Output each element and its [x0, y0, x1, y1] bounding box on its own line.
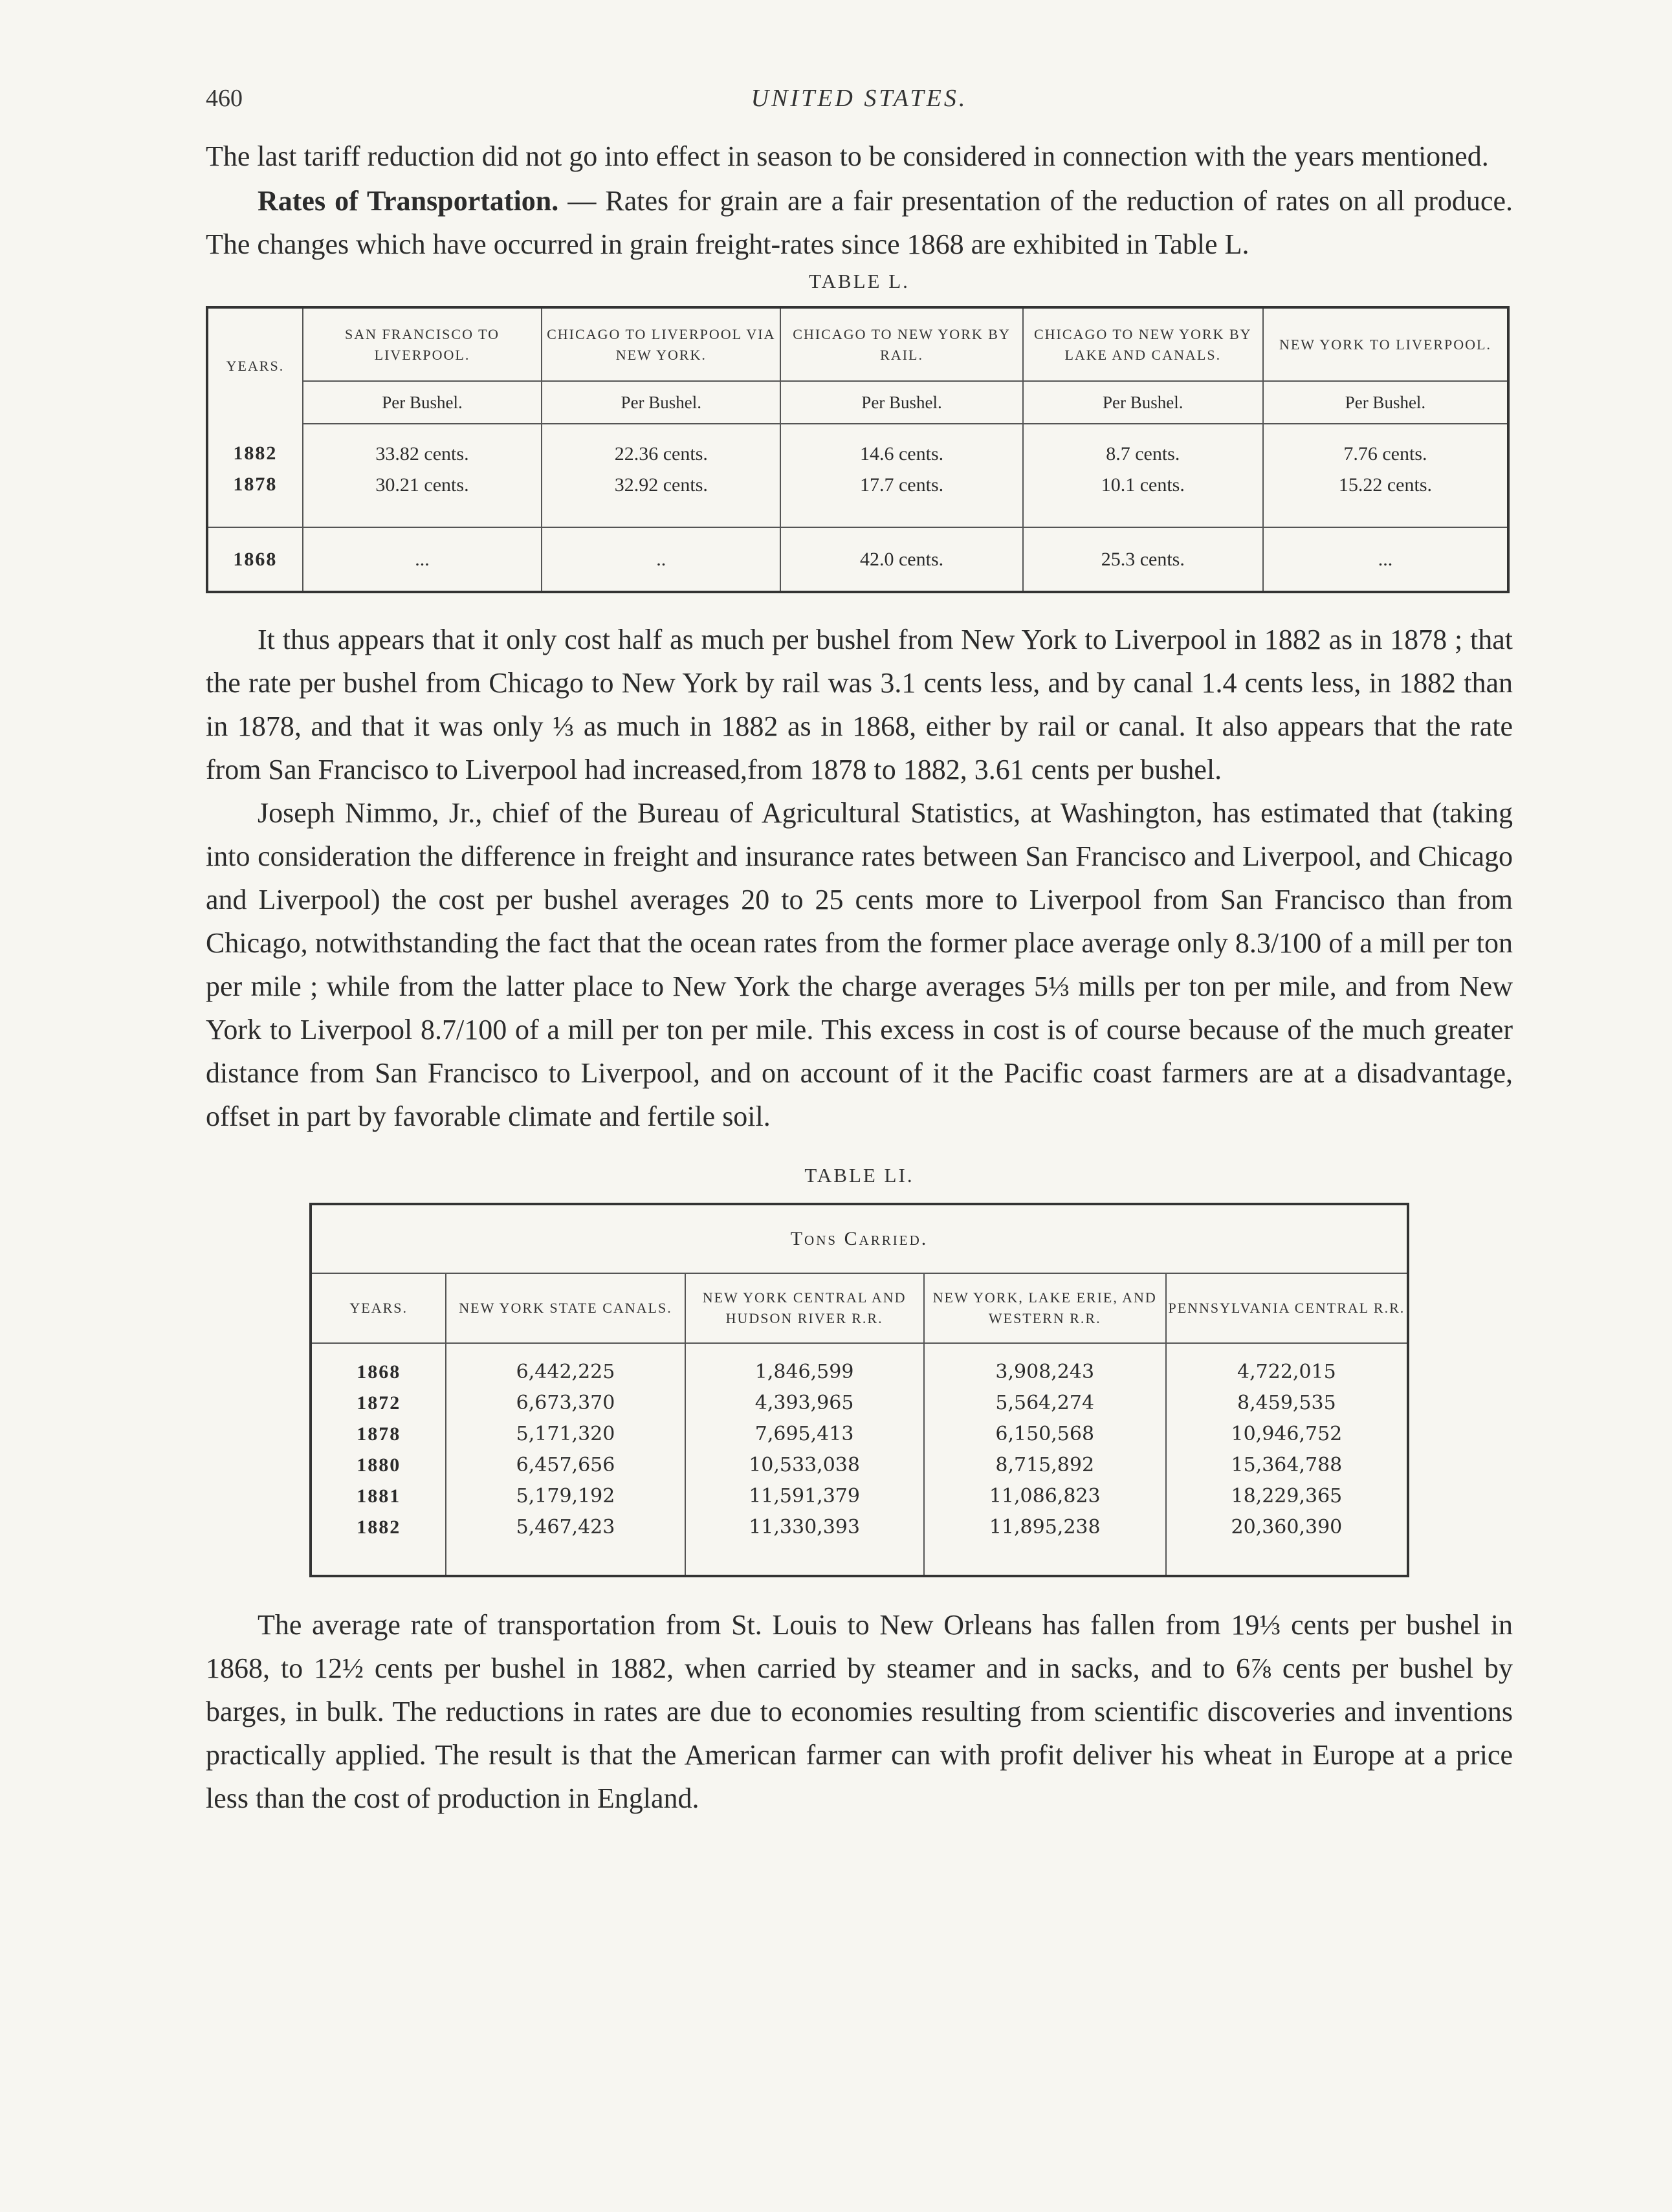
paragraph-5: The average rate of transportation from St. Louis to New Orleans has fallen from 19⅓ cents per bushel in 1868, to 12½ cents per bushel in 1882, when carried by steamer and in sacks, and to 6⅞ cents per bushel by barges, in bulk. The reductions in rates are due to economies resulting from scientific discoveries and inventions practically applied. The result is that the American farmer can with profit deliver his wheat in Europe at a price less than the cost of production in England. — [206, 1609, 1513, 1814]
table-li-column: 6,442,225 6,673,370 5,171,320 6,457,656 5,179,192 5,467,423 — [446, 1343, 685, 1576]
table-l-years-header: YEARS. — [207, 307, 303, 424]
table-li-years-header: YEARS. — [311, 1273, 446, 1343]
table-li-col-header: NEW YORK, LAKE ERIE, AND WESTERN R.R. — [924, 1273, 1166, 1343]
table-l — [206, 306, 1510, 593]
table-li-column: 4,722,015 8,459,535 10,946,752 15,364,788 18,229,365 20,360,390 — [1166, 1343, 1408, 1576]
table-l-cell: 8.7 cents. 10.1 cents. — [1023, 424, 1263, 527]
unit-label: Per Bushel. — [303, 381, 542, 424]
table-li — [309, 1203, 1409, 1577]
unit-label: Per Bushel. — [1263, 381, 1508, 424]
unit-label: Per Bushel. — [780, 381, 1022, 424]
table-l-years: 1882 1878 — [207, 424, 303, 527]
table-li-caption: TABLE LI. — [804, 1164, 914, 1187]
unit-label: Per Bushel. — [1023, 381, 1263, 424]
table-l-col-header: CHICAGO TO NEW YORK BY RAIL. — [780, 307, 1022, 381]
table-li-years: 1868 1872 1878 1880 1881 1882 — [311, 1343, 446, 1576]
table-l-caption: TABLE L. — [809, 270, 910, 292]
paragraph-3: It thus appears that it only cost half as much per bushel from New York to Liverpool in 1882 as in 1878 ; that the rate per bushel from Chicago to New York by rail was 3.1 cents less, and by canal 1.4 cents less, in 1882 than in 1878, and that it was only ⅓ as much in 1882 as in 1868, either by rail or canal. It also appears that the rate from San Francisco to Liverpool had increased,from 1878 to 1882, 3.61 cents per bushel. — [206, 624, 1513, 785]
table-li-column: 1,846,599 4,393,965 7,695,413 10,533,038 11,591,379 11,330,393 — [685, 1343, 924, 1576]
page-number: 460 — [206, 85, 243, 112]
table-l-year: 1868 — [207, 527, 303, 592]
table-l-col-header: NEW YORK TO LIVERPOOL. — [1263, 307, 1508, 381]
paragraph-4: Joseph Nimmo, Jr., chief of the Bureau of Agricultural Statistics, at Washington, has estimated that (taking into consideration the difference in freight and insurance rates between San Francisco and Liverpool, and Chicago and Liverpool) the cost per bushel averages 20 to 25 cents more to Liverpool from San Francisco than from Chicago, notwithstanding the fact that the ocean rates from the former place average only 8.3/100 of a mill per ton per mile ; while from the latter place to New York the charge averages 5⅓ mills per ton per mile, and from New York to Liverpool 8.7/100 of a mill per ton per mile. This excess in cost is of course because of the much greater distance from San Francisco to Liverpool, and on account of it the Pacific coast farmers are at a disadvantage, offset in part by favorable climate and fertile soil. — [206, 797, 1513, 1132]
table-l-cell: 42.0 cents. — [780, 527, 1022, 592]
running-title: UNITED STATES. — [751, 85, 968, 112]
unit-label: Per Bushel. — [542, 381, 780, 424]
table-l-cell: 14.6 cents. 17.7 cents. — [780, 424, 1022, 527]
table-li-title: Tons Carried. — [311, 1204, 1408, 1273]
table-l-cell: 7.76 cents. 15.22 cents. — [1263, 424, 1508, 527]
table-li-column: 3,908,243 5,564,274 6,150,568 8,715,892 11,086,823 11,895,238 — [924, 1343, 1166, 1576]
paragraph-2-text: — Rates for grain are a fair presentation of the reduction of rates on all produce. The changes which have occurred in grain freight-rates since 1868 are exhibited in Table L. — [206, 185, 1513, 260]
table-l-cell: ... — [303, 527, 542, 592]
table-li-col-header: NEW YORK STATE CANALS. — [446, 1273, 685, 1343]
running-head — [206, 84, 1513, 123]
table-l-col-header: CHICAGO TO NEW YORK BY LAKE AND CANALS. — [1023, 307, 1263, 381]
table-l-col-header: CHICAGO TO LIVERPOOL VIA NEW YORK. — [542, 307, 780, 381]
table-li-col-header: NEW YORK CENTRAL AND HUDSON RIVER R.R. — [685, 1273, 924, 1343]
page — [206, 84, 1513, 1820]
section-heading: Rates of Transportation. — [258, 185, 559, 217]
table-li-col-header: PENNSYLVANIA CENTRAL R.R. — [1166, 1273, 1408, 1343]
table-l-cell: .. — [542, 527, 780, 592]
table-l-col-header: SAN FRANCISCO TO LIVERPOOL. — [303, 307, 542, 381]
table-l-cell: 25.3 cents. — [1023, 527, 1263, 592]
table-l-cell: 33.82 cents. 30.21 cents. — [303, 424, 542, 527]
table-l-cell: ... — [1263, 527, 1508, 592]
paragraph-2 — [206, 179, 1513, 266]
table-l-cell: 22.36 cents. 32.92 cents. — [542, 424, 780, 527]
paragraph-1: The last tariff reduction did not go into effect in season to be considered in connection with the years mentioned. — [206, 140, 1489, 172]
